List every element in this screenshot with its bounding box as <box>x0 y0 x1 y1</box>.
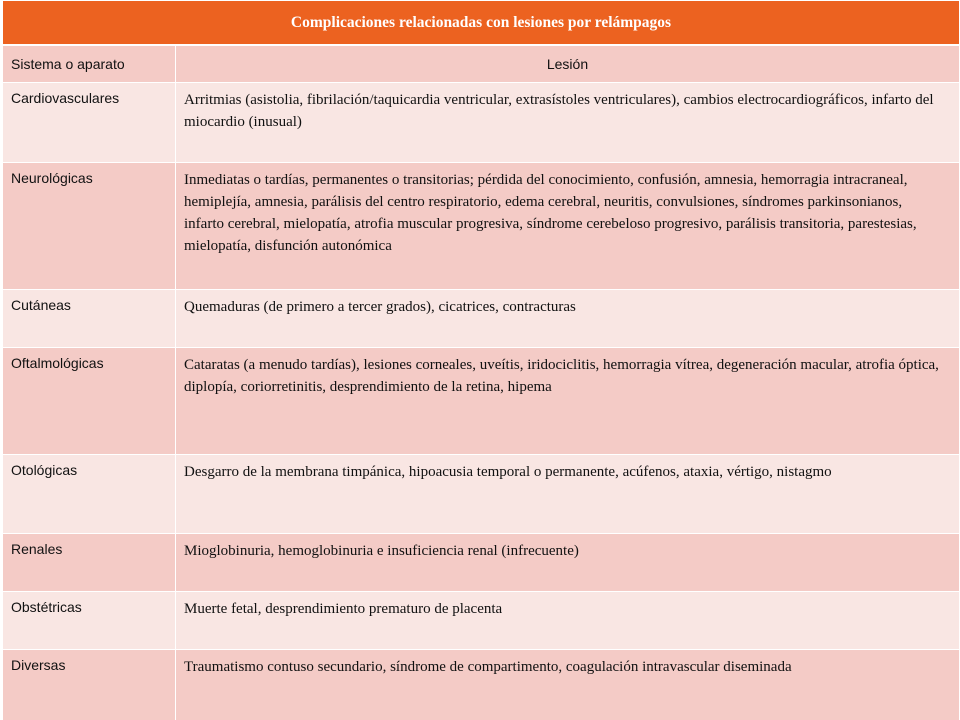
table-row <box>3 163 960 290</box>
table-row <box>3 534 960 592</box>
table-row <box>3 348 960 455</box>
lesion-cell: Cataratas (a menudo tardías), lesiones corneales, uveítis, iridociclitis, hemorragia vítrea, degeneración macular, atrofia óptica, diplopía, coriorretinitis, desprendimiento de la retina, hipema <box>176 348 960 455</box>
table-title: Complicaciones relacionadas con lesiones por relámpagos <box>3 1 960 46</box>
table-title-row <box>3 1 960 46</box>
system-cell: Oftalmológicas <box>3 348 176 455</box>
lesion-cell: Quemaduras (de primero a tercer grados), cicatrices, contracturas <box>176 290 960 348</box>
table-header-row <box>3 45 960 83</box>
system-cell: Cardiovasculares <box>3 83 176 163</box>
lesion-cell: Arritmias (asistolia, fibrilación/taquicardia ventricular, extrasístoles ventriculares), cambios electrocardiográficos, infarto del miocardio (inusual) <box>176 83 960 163</box>
system-cell: Neurológicas <box>3 163 176 290</box>
table-row <box>3 592 960 650</box>
table-row <box>3 455 960 534</box>
column-header-system: Sistema o aparato <box>3 45 176 83</box>
table-row <box>3 650 960 720</box>
system-cell: Renales <box>3 534 176 592</box>
table-row <box>3 83 960 163</box>
lesion-cell: Muerte fetal, desprendimiento prematuro de placenta <box>176 592 960 650</box>
table-row <box>3 290 960 348</box>
system-cell: Otológicas <box>3 455 176 534</box>
system-cell: Obstétricas <box>3 592 176 650</box>
lesion-cell: Traumatismo contuso secundario, síndrome de compartimento, coagulación intravascular diseminada <box>176 650 960 720</box>
lightning-complications-table <box>2 0 960 720</box>
system-cell: Diversas <box>3 650 176 720</box>
system-cell: Cutáneas <box>3 290 176 348</box>
column-header-lesion: Lesión <box>176 45 960 83</box>
lesion-cell: Desgarro de la membrana timpánica, hipoacusia temporal o permanente, acúfenos, ataxia, vértigo, nistagmo <box>176 455 960 534</box>
lesion-cell: Mioglobinuria, hemoglobinuria e insuficiencia renal (infrecuente) <box>176 534 960 592</box>
lesion-cell: Inmediatas o tardías, permanentes o transitorias; pérdida del conocimiento, confusión, amnesia, hemorragia intracraneal, hemiplejía, amnesia, parálisis del centro respiratorio, edema cerebral, neuritis, convulsiones, síndromes parkinsonianos, infarto cerebral, mielopatía, atrofia muscular progresiva, síndrome cerebeloso progresivo, parálisis transitoria, parestesias, mielopatía, disfunción autonómica <box>176 163 960 290</box>
